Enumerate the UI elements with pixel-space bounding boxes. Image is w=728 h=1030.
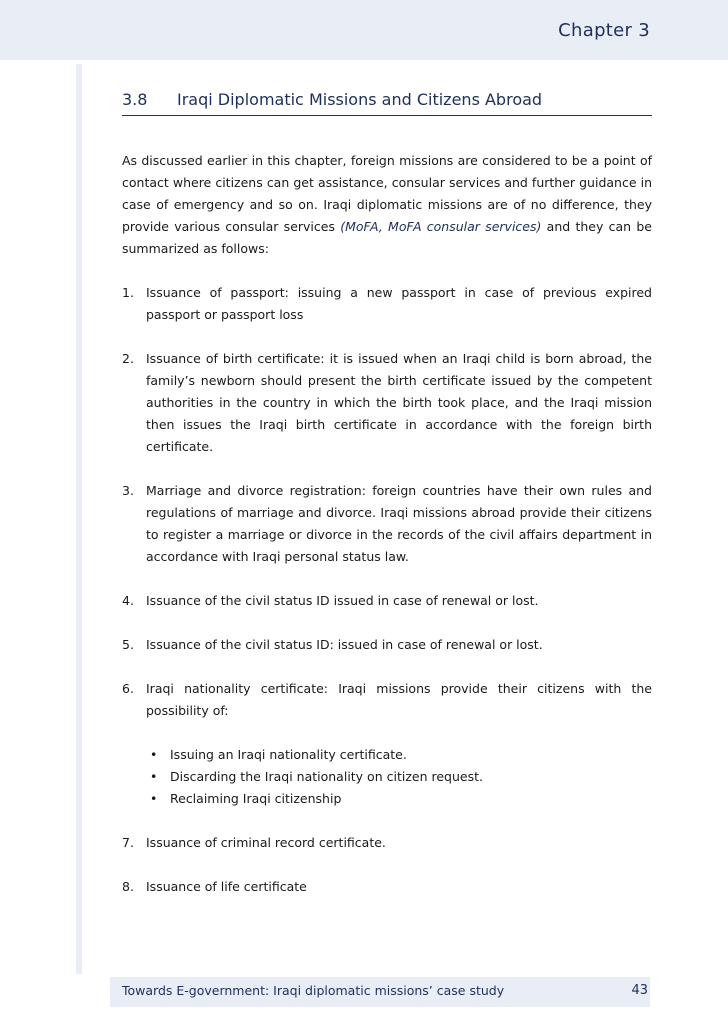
section-number: 3.8 bbox=[122, 90, 148, 109]
section-heading bbox=[122, 90, 652, 116]
list-item bbox=[122, 590, 652, 612]
list-item-text: Marriage and divorce registration: foreign countries have their own rules and regulations of marriage and divorce. Iraqi missions abroad provide their citizens to register a marriage or divorce in the records of the civil affairs department in accordance with Iraqi personal status law. bbox=[146, 483, 652, 564]
list-item-text: Issuance of passport: issuing a new passport in case of previous expired passport or passport loss bbox=[146, 285, 652, 322]
services-list bbox=[122, 282, 652, 898]
list-item-text: Issuance of the civil status ID issued in case of renewal or lost. bbox=[146, 593, 539, 608]
footer-text: Towards E-government: Iraqi diplomatic missions’ case study bbox=[122, 983, 505, 998]
list-item-number: 6. bbox=[122, 681, 134, 696]
sub-list-item-text: Discarding the Iraqi nationality on citizen request. bbox=[170, 769, 483, 784]
list-item-number: 3. bbox=[122, 483, 134, 498]
bullet-icon: • bbox=[150, 747, 158, 762]
list-item bbox=[122, 634, 652, 656]
list-item-text: Issuance of life certificate bbox=[146, 879, 307, 894]
list-item-number: 4. bbox=[122, 593, 134, 608]
bullet-icon: • bbox=[150, 791, 158, 806]
intro-text-after: and they can be summarized as follows: bbox=[122, 219, 652, 256]
list-item-text: Issuance of criminal record certificate. bbox=[146, 835, 386, 850]
sub-list-item-text: Issuing an Iraqi nationality certificate. bbox=[170, 747, 407, 762]
intro-paragraph bbox=[122, 150, 652, 260]
list-item-text: Iraqi nationality certificate: Iraqi missions provide their citizens with the possibility of: bbox=[146, 681, 652, 718]
sub-list-item bbox=[146, 744, 652, 766]
intro-text-before: As discussed earlier in this chapter, foreign missions are considered to be a point of contact where citizens can get assistance, consular services and further guidance in case of emergency and so on. Iraqi diplomatic missions are of no difference, they provide various consular services bbox=[122, 153, 652, 234]
list-item-number: 7. bbox=[122, 835, 134, 850]
bullet-icon: • bbox=[150, 769, 158, 784]
section-title: Iraqi Diplomatic Missions and Citizens Abroad bbox=[177, 90, 543, 109]
list-item-number: 5. bbox=[122, 637, 134, 652]
nationality-sub-list bbox=[146, 744, 652, 810]
page-number: 43 bbox=[631, 983, 648, 998]
intro-citation: (MoFA, MoFA consular services) bbox=[340, 219, 542, 234]
list-item-number: 1. bbox=[122, 285, 134, 300]
list-item bbox=[122, 348, 652, 458]
list-item bbox=[122, 678, 652, 810]
list-item bbox=[122, 480, 652, 568]
list-item bbox=[122, 832, 652, 854]
list-item bbox=[122, 876, 652, 898]
sub-list-item bbox=[146, 766, 652, 788]
chapter-label: Chapter 3 bbox=[558, 20, 650, 41]
list-item-number: 8. bbox=[122, 879, 134, 894]
sub-list-item bbox=[146, 788, 652, 810]
sub-list-item-text: Reclaiming Iraqi citizenship bbox=[170, 791, 342, 806]
side-accent-bar bbox=[76, 64, 82, 974]
list-item bbox=[122, 282, 652, 326]
list-item-text: Issuance of birth certificate: it is issued when an Iraqi child is born abroad, the family’s newborn should present the birth certificate issued by the competent authorities in the country in which the birth took place, and the Iraqi mission then issues the Iraqi birth certificate in accordance with the foreign birth certificate. bbox=[146, 351, 652, 454]
list-item-text: Issuance of the civil status ID: issued in case of renewal or lost. bbox=[146, 637, 543, 652]
list-item-number: 2. bbox=[122, 351, 134, 366]
page-content bbox=[122, 150, 652, 920]
